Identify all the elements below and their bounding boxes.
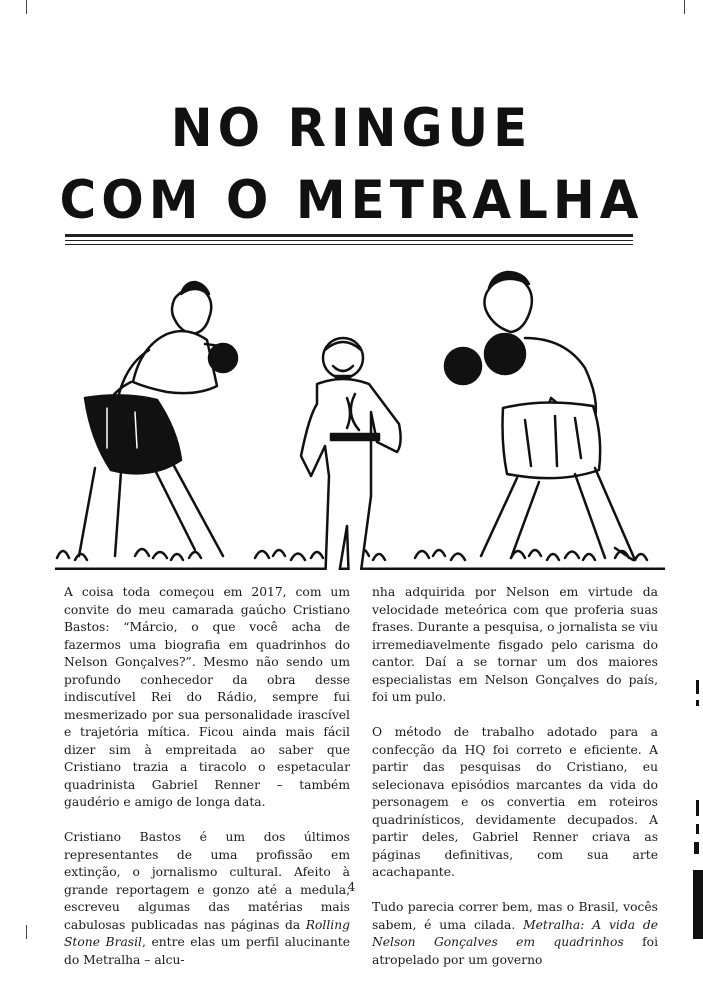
page-number: 4 [347,880,356,894]
paragraph-text: Cristiano Bastos é um dos últimos representantes de uma profissão em extinção, o jornalismo cultural. Afeito à grande reportagem e gonzo até a medula, escreveu algumas das matérias mais cabulosas publicadas nas páginas da [64,830,350,932]
title-rule-thin-1 [65,240,633,241]
edge-bar [693,870,703,939]
boxing-match-illustration [55,258,665,570]
paragraph [372,899,658,969]
edge-mark [696,700,699,706]
edge-mark [694,842,699,854]
magazine-title: Rolling Stone Brasil [64,917,350,949]
body-column-left [64,584,350,987]
crop-mark-top-left [26,0,27,14]
edge-mark [696,800,699,816]
crop-mark-bottom-left [26,925,27,939]
book-title: Metralha: A vida de Nelson Gonçalves em quadrinhos [372,917,658,949]
paragraph-text: , entre elas um perfil alucinante do Metralha – alcu- [64,935,350,967]
headline-line-2: COM O METRALHA [59,169,644,231]
paragraph: A coisa toda começou em 2017, com um convite do meu camarada gaúcho Cristiano Bastos: “Márcio, o que você acha de fazermos uma biografia em quadrinhos do Nelson Gonçalves?”. Mesmo não sendo um profundo conhecedor da obra desse indiscutível Rei do Rádio, sempre fui mesmerizado por sua personalidade irascível e trajetória mítica. Ficou ainda mais fácil dizer sim à empreitada ao saber que Cristiano trazia a tiracolo o espetacular quadrinista Gabriel Renner – também gaudério e amigo de longa data. [64,585,350,809]
crop-mark-top-right [684,0,685,14]
paragraph: O método de trabalho adotado para a confecção da HQ foi correto e eficiente. A partir das pesquisas do Cristiano, eu selecionava episódios marcantes da vida do personagem e os convertia em roteiros quadrinísticos, devidamente decupados. A partir deles, Gabriel Renner criava as páginas definitivas, com sua arte acachapante. [372,725,658,879]
paragraph [64,829,350,969]
body-column-right [372,584,658,987]
paragraph-text: Tudo parecia correr bem, mas o Brasil, vocês sabem, é uma cilada. [372,900,658,932]
title-rule-thick [65,234,633,237]
title-rule-thin-2 [65,244,633,245]
edge-mark [696,680,699,694]
paragraph: nha adquirida por Nelson em virtude da velocidade meteórica com que proferia suas frases. Durante a pesquisa, o jornalista se viu irremediavelmente fisgado pelo carisma do cantor. Daí a se tornar um dos maiores especialistas em Nelson Gonçalves do país, foi um pulo. [372,585,658,704]
edge-mark [696,824,699,834]
headline-line-1: NO RINGUE [170,97,533,159]
paragraph-text: foi atropelado por um governo [372,935,658,967]
